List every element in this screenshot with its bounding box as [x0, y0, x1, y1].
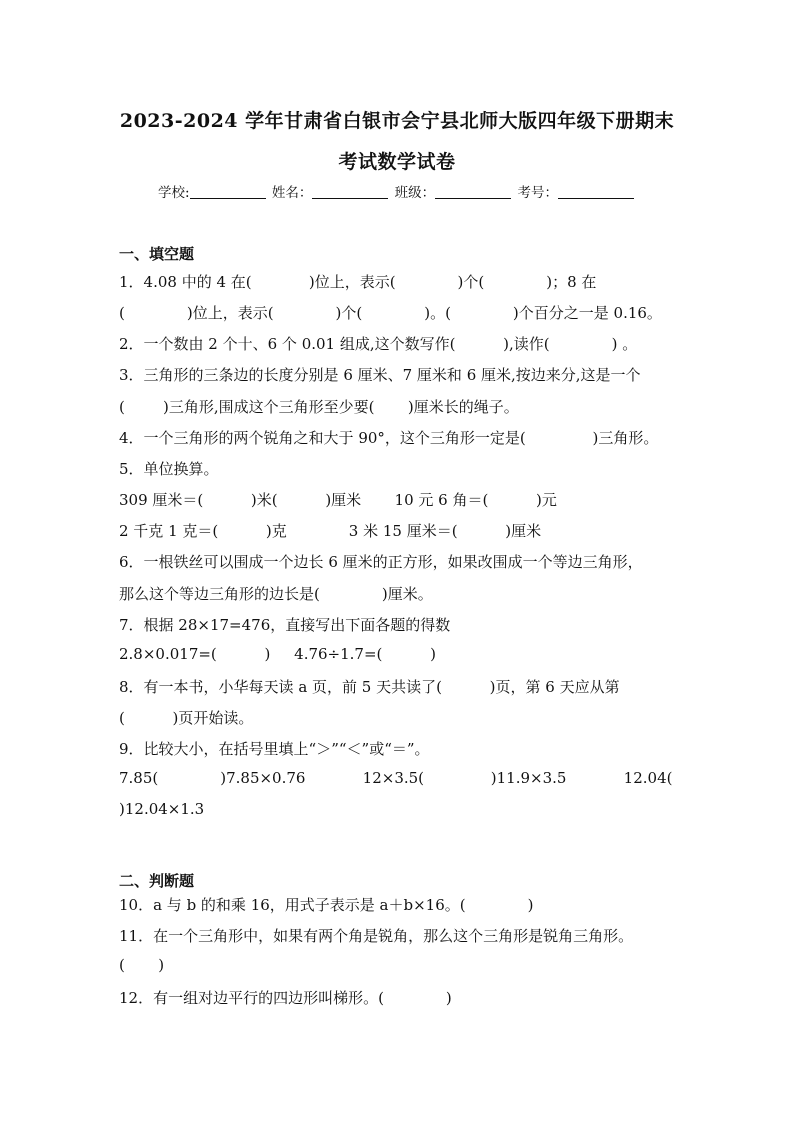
question-8-line2: ( )页开始读。 — [119, 709, 254, 727]
exam-title-line2: 考试数学试卷 — [338, 151, 456, 173]
question-7-items: 2.8×0.017=( ) 4.76÷1.7=( ) — [119, 645, 436, 663]
question-7: 7．根据 28×17=476，直接写出下面各题的得数 — [119, 616, 451, 634]
section-heading-true-false: 二、判断题 — [119, 872, 195, 890]
exam-number-label: 考号： — [517, 185, 558, 201]
question-6-line1: 6．一根铁丝可以围成一个边长 6 厘米的正方形，如果改围成一个等边三角形， — [119, 553, 643, 571]
question-6-line2: 那么这个等边三角形的边长是( )厘米。 — [119, 585, 433, 603]
class-blank[interactable] — [435, 184, 511, 199]
question-9: 9．比较大小，在括号里填上“＞”“＜”或“＝”。 — [119, 740, 430, 758]
school-label: 学校: — [158, 185, 190, 201]
question-12: 12．有一组对边平行的四边形叫梯形。( ) — [119, 989, 452, 1007]
question-11-line1: 11．在一个三角形中，如果有两个角是锐角，那么这个三角形是锐角三角形。 — [119, 927, 634, 945]
question-8-line1: 8．有一本书，小华每天读 a 页，前 5 天共读了( )页，第 6 天应从第 — [119, 678, 620, 696]
school-blank[interactable] — [190, 184, 266, 199]
question-5-conversion-row1: 309 厘米＝( )米( )厘米 10 元 6 角＝( )元 — [119, 491, 557, 509]
exam-number-blank[interactable] — [558, 184, 634, 199]
question-9-items-line2: )12.04×1.3 — [119, 800, 205, 818]
section-heading-fill-blank: 一、填空题 — [119, 245, 195, 263]
question-5-conversion-row2: 2 千克 1 克＝( )克 3 米 15 厘米＝( )厘米 — [119, 522, 542, 540]
exam-title-line1: 2023-2024 学年甘肃省白银市会宁县北师大版四年级下册期末 — [119, 110, 675, 132]
question-3-line1: 3．三角形的三条边的长度分别是 6 厘米、7 厘米和 6 厘米,按边来分,这是一个 — [119, 366, 641, 384]
question-3-line2: ( )三角形,围成这个三角形至少要( )厘米长的绳子。 — [119, 398, 519, 416]
question-11-line2: ( ) — [119, 956, 165, 974]
question-9-items-line1: 7.85( )7.85×0.76 12×3.5( )11.9×3.5 12.04( — [119, 769, 673, 787]
name-label: 姓名： — [271, 185, 313, 201]
class-label: 班级： — [394, 185, 436, 201]
question-5: 5．单位换算。 — [119, 460, 219, 478]
question-2: 2．一个数由 2 个十、6 个 0.01 组成,这个数写作( ),读作( ) 。 — [119, 335, 638, 353]
name-blank[interactable] — [312, 184, 388, 199]
question-4: 4．一个三角形的两个锐角之和大于 90°，这个三角形一定是( )三角形。 — [119, 429, 659, 447]
student-info-row — [0, 181, 794, 201]
question-10: 10．a 与 b 的和乘 16，用式子表示是 a＋b×16。( ) — [119, 896, 534, 914]
question-1-line2: ( )位上，表示( )个( )。( )个百分之一是 0.16。 — [119, 304, 662, 322]
question-1-line1: 1．4.08 中的 4 在( )位上，表示( )个( )；8 在 — [119, 273, 597, 291]
